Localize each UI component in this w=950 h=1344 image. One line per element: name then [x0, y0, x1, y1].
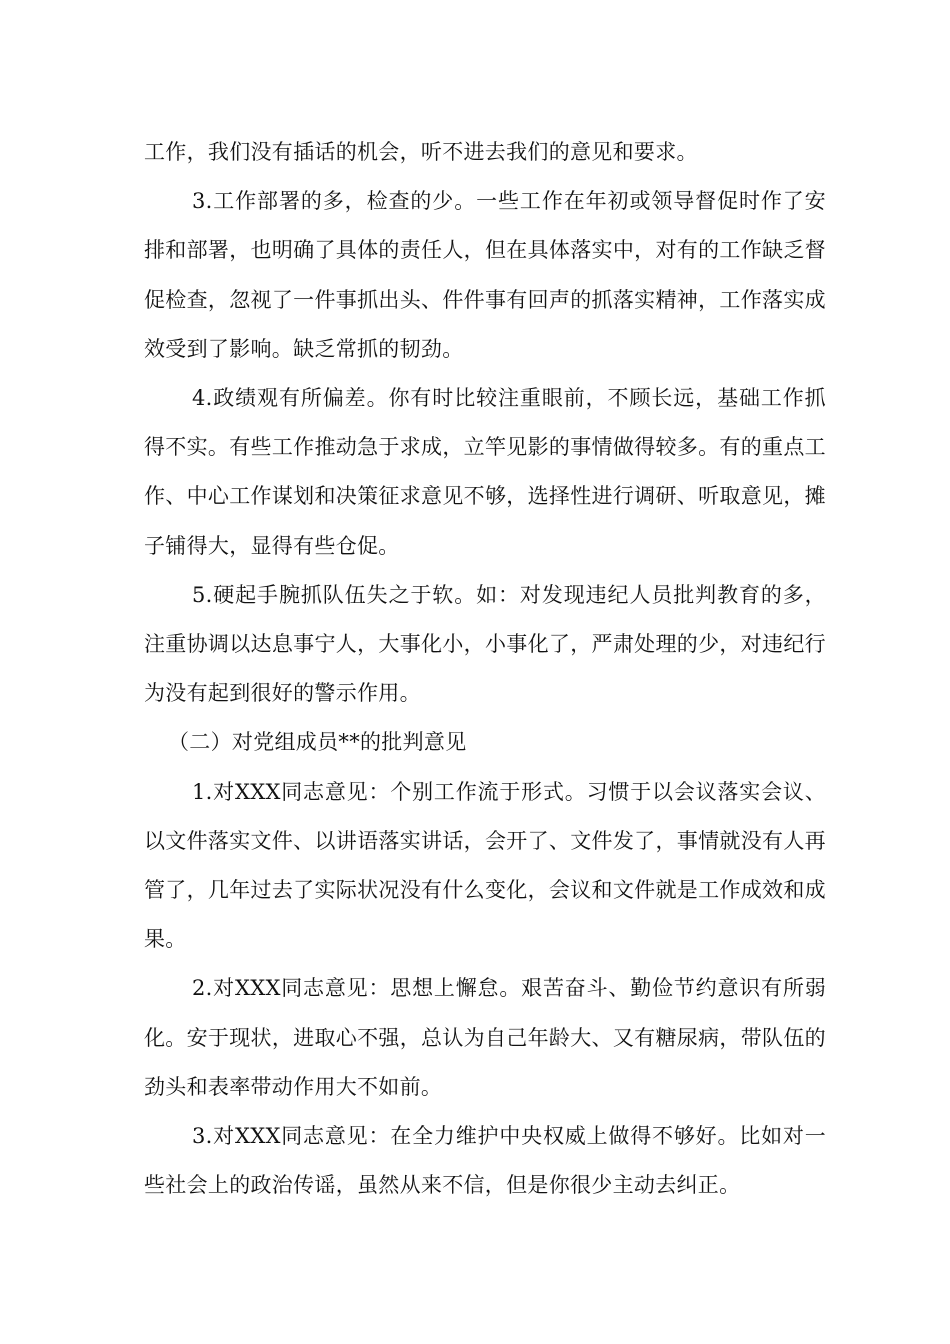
document-body: [144, 128, 826, 1210]
paragraph-continuation: 工作，我们没有插话的机会，听不进去我们的意见和要求。: [144, 140, 698, 164]
section-heading-party-members: （二）对党组成员**的批判意见: [168, 730, 467, 755]
paragraph-opinion-3: 3.对XXX同志意见：在全力维护中央权威上做得不够好。比如对一些社会上的政治传谣，虽然从来不信，但是你很少主动去纠正。: [144, 1124, 826, 1198]
paragraph-item-4-performance-view: 4.政绩观有所偏差。你有时比较注重眼前，不顾长远，基础工作抓得不实。有些工作推动急于求成，立竿见影的事情做得较多。有的重点工作、中心工作谋划和决策征求意见不够，选择性进行调研、听取意见，摊子铺得大，显得有些仓促。: [144, 386, 826, 558]
paragraph-opinion-1: 1.对XXX同志意见：个别工作流于形式。习惯于以会议落实会议、以文件落实文件、以讲语落实讲话，会开了、文件发了，事情就没有人再管了，几年过去了实际状况没有什么变化，会议和文件就是工作成效和成果。: [144, 779, 826, 952]
paragraph-item-5-team-discipline: 5.硬起手腕抓队伍失之于软。如：对发现违纪人员批判教育的多，注重协调以达息事宁人，大事化小，小事化了，严肃处理的少，对违纪行为没有起到很好的警示作用。: [144, 582, 826, 706]
paragraph-opinion-2: 2.对XXX同志意见：思想上懈怠。艰苦奋斗、勤俭节约意识有所弱化。安于现状，进取心不强，总认为自己年龄大、又有糖尿病，带队伍的劲头和表率带动作用大不如前。: [144, 976, 826, 1099]
paragraph-item-3-work-deployment: 3.工作部署的多，检查的少。一些工作在年初或领导督促时作了安排和部署，也明确了具体的责任人，但在具体落实中，对有的工作缺乏督促检查，忽视了一件事抓出头、件件事有回声的抓落实精神，工作落实成效受到了影响。缺乏常抓的韧劲。: [144, 189, 826, 361]
